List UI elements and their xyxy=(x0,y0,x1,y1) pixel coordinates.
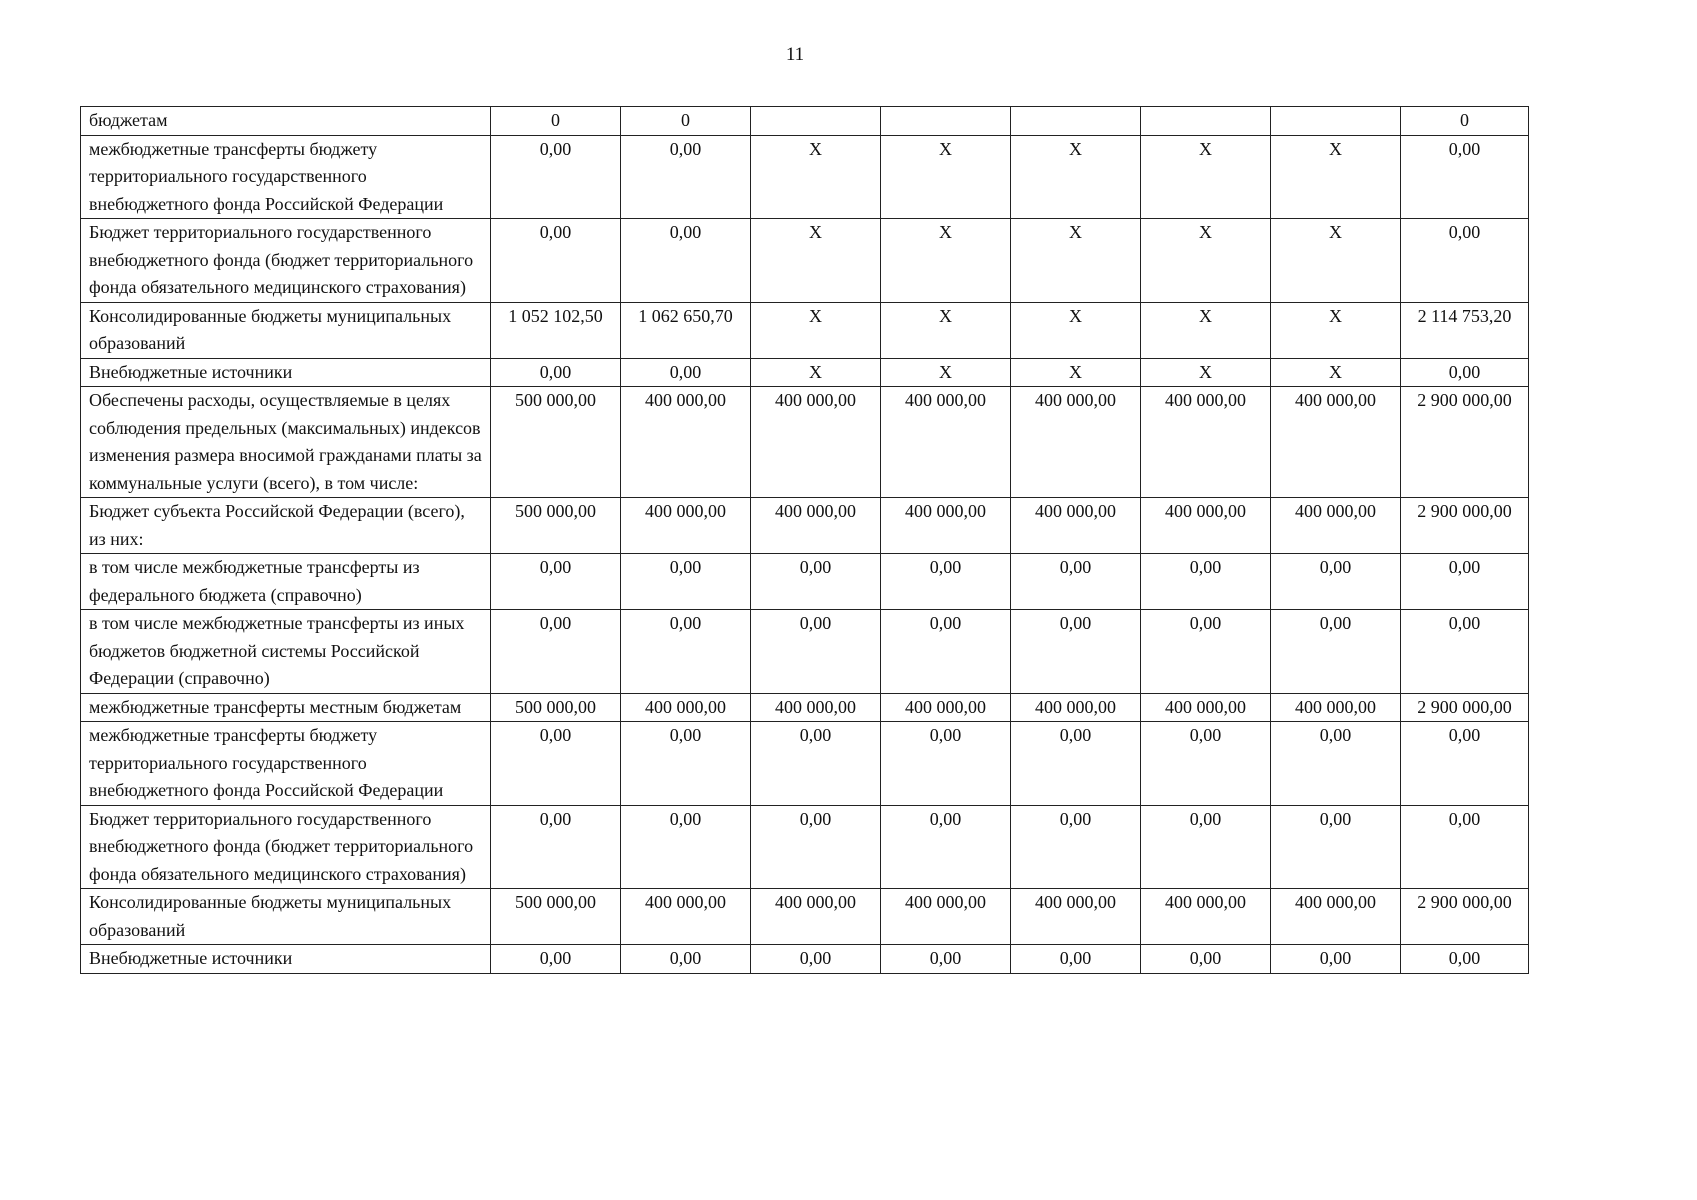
value-cell: 400 000,00 xyxy=(1271,693,1401,722)
value-cell: 0,00 xyxy=(751,554,881,610)
row-label: Консолидированные бюджеты муниципальных образований xyxy=(81,889,491,945)
value-cell: X xyxy=(1011,302,1141,358)
value-cell: X xyxy=(1271,358,1401,387)
value-cell: X xyxy=(1271,219,1401,303)
value-cell xyxy=(1141,107,1271,136)
value-cell: 400 000,00 xyxy=(1271,889,1401,945)
value-cell xyxy=(751,107,881,136)
value-cell xyxy=(1011,107,1141,136)
row-label: в том числе межбюджетные трансферты из иных бюджетов бюджетной системы Российской Федерации (справочно) xyxy=(81,610,491,694)
table-row xyxy=(81,358,1529,387)
value-cell: 0,00 xyxy=(1271,554,1401,610)
total-cell: 0,00 xyxy=(1401,805,1529,889)
total-cell: 0,00 xyxy=(1401,945,1529,974)
total-cell: 0,00 xyxy=(1401,358,1529,387)
value-cell: X xyxy=(1011,358,1141,387)
value-cell: 400 000,00 xyxy=(751,498,881,554)
value-cell: X xyxy=(1011,135,1141,219)
table-row xyxy=(81,135,1529,219)
value-cell: 400 000,00 xyxy=(621,693,751,722)
value-cell: 400 000,00 xyxy=(1141,387,1271,498)
value-cell: 400 000,00 xyxy=(621,889,751,945)
total-cell: 2 900 000,00 xyxy=(1401,387,1529,498)
total-cell: 0,00 xyxy=(1401,219,1529,303)
table-row xyxy=(81,107,1529,136)
value-cell: 0,00 xyxy=(621,554,751,610)
value-cell: 0,00 xyxy=(1011,945,1141,974)
row-label: Бюджет территориального государственного внебюджетного фонда (бюджет территориального фонда обязательного медицинского страхования) xyxy=(81,805,491,889)
value-cell: 400 000,00 xyxy=(881,693,1011,722)
value-cell: 0,00 xyxy=(751,805,881,889)
value-cell: 500 000,00 xyxy=(491,387,621,498)
value-cell: 0,00 xyxy=(1011,805,1141,889)
table-row xyxy=(81,498,1529,554)
value-cell: X xyxy=(881,135,1011,219)
total-cell: 0,00 xyxy=(1401,135,1529,219)
value-cell: 0,00 xyxy=(1271,945,1401,974)
value-cell: 0,00 xyxy=(1141,554,1271,610)
budget-table xyxy=(80,106,1529,974)
value-cell: X xyxy=(1011,219,1141,303)
value-cell: 0,00 xyxy=(1141,610,1271,694)
value-cell: 400 000,00 xyxy=(621,498,751,554)
value-cell: 1 062 650,70 xyxy=(621,302,751,358)
value-cell: 0,00 xyxy=(491,945,621,974)
value-cell: 400 000,00 xyxy=(751,387,881,498)
row-label: Внебюджетные источники xyxy=(81,358,491,387)
value-cell: X xyxy=(881,358,1011,387)
value-cell: 0,00 xyxy=(621,722,751,806)
value-cell: 500 000,00 xyxy=(491,498,621,554)
value-cell: X xyxy=(751,135,881,219)
value-cell: 0,00 xyxy=(621,805,751,889)
row-label: бюджетам xyxy=(81,107,491,136)
table-row xyxy=(81,805,1529,889)
value-cell: 0,00 xyxy=(1141,945,1271,974)
row-label: Бюджет территориального государственного внебюджетного фонда (бюджет территориального фонда обязательного медицинского страхования) xyxy=(81,219,491,303)
value-cell: 0,00 xyxy=(751,945,881,974)
row-label: Обеспечены расходы, осуществляемые в целях соблюдения предельных (максимальных) индексов изменения размера вносимой гражданами платы за коммунальные услуги (всего), в том числе: xyxy=(81,387,491,498)
row-label: Бюджет субъекта Российской Федерации (всего), из них: xyxy=(81,498,491,554)
value-cell: 0,00 xyxy=(881,945,1011,974)
value-cell: 0,00 xyxy=(621,135,751,219)
value-cell: 0 xyxy=(491,107,621,136)
table-row xyxy=(81,889,1529,945)
value-cell: 0,00 xyxy=(621,358,751,387)
value-cell: 400 000,00 xyxy=(751,889,881,945)
table-row xyxy=(81,302,1529,358)
total-cell: 2 114 753,20 xyxy=(1401,302,1529,358)
value-cell: 0,00 xyxy=(491,554,621,610)
table-row xyxy=(81,722,1529,806)
table-body xyxy=(81,107,1529,974)
value-cell: 0,00 xyxy=(881,610,1011,694)
value-cell: 0,00 xyxy=(491,805,621,889)
row-label: Внебюджетные источники xyxy=(81,945,491,974)
value-cell: 0,00 xyxy=(491,722,621,806)
value-cell: 0,00 xyxy=(621,945,751,974)
value-cell: 0,00 xyxy=(1141,722,1271,806)
value-cell: X xyxy=(881,302,1011,358)
value-cell: 400 000,00 xyxy=(1271,498,1401,554)
row-label: Консолидированные бюджеты муниципальных образований xyxy=(81,302,491,358)
table-row xyxy=(81,693,1529,722)
value-cell: 0,00 xyxy=(881,554,1011,610)
table-row xyxy=(81,219,1529,303)
value-cell: 0,00 xyxy=(751,610,881,694)
total-cell: 2 900 000,00 xyxy=(1401,498,1529,554)
value-cell: 400 000,00 xyxy=(881,498,1011,554)
value-cell: 0 xyxy=(621,107,751,136)
value-cell: 0,00 xyxy=(881,805,1011,889)
value-cell: 400 000,00 xyxy=(1011,387,1141,498)
value-cell: 400 000,00 xyxy=(1141,693,1271,722)
value-cell: 0,00 xyxy=(491,610,621,694)
value-cell: 400 000,00 xyxy=(1011,693,1141,722)
table-row xyxy=(81,387,1529,498)
value-cell: 500 000,00 xyxy=(491,889,621,945)
value-cell: 0,00 xyxy=(621,219,751,303)
row-label: в том числе межбюджетные трансферты из федерального бюджета (справочно) xyxy=(81,554,491,610)
value-cell: 400 000,00 xyxy=(751,693,881,722)
row-label: межбюджетные трансферты бюджету территориального государственного внебюджетного фонда Российской Федерации xyxy=(81,722,491,806)
value-cell: X xyxy=(1271,302,1401,358)
table-row xyxy=(81,945,1529,974)
value-cell: 400 000,00 xyxy=(621,387,751,498)
value-cell: 400 000,00 xyxy=(1011,889,1141,945)
total-cell: 2 900 000,00 xyxy=(1401,889,1529,945)
value-cell: 400 000,00 xyxy=(1141,498,1271,554)
value-cell: 400 000,00 xyxy=(881,387,1011,498)
value-cell: 400 000,00 xyxy=(1271,387,1401,498)
total-cell: 0,00 xyxy=(1401,722,1529,806)
value-cell: 0,00 xyxy=(881,722,1011,806)
total-cell: 0,00 xyxy=(1401,610,1529,694)
value-cell: 0,00 xyxy=(621,610,751,694)
value-cell: 0,00 xyxy=(491,219,621,303)
value-cell: X xyxy=(1141,302,1271,358)
page-number: 11 xyxy=(785,44,805,65)
value-cell: 500 000,00 xyxy=(491,693,621,722)
value-cell: 0,00 xyxy=(751,722,881,806)
value-cell: X xyxy=(881,219,1011,303)
value-cell xyxy=(1271,107,1401,136)
value-cell: 0,00 xyxy=(1141,805,1271,889)
row-label: межбюджетные трансферты бюджету территориального государственного внебюджетного фонда Российской Федерации xyxy=(81,135,491,219)
value-cell: X xyxy=(751,219,881,303)
value-cell: 0,00 xyxy=(1271,722,1401,806)
value-cell: X xyxy=(1271,135,1401,219)
total-cell: 0,00 xyxy=(1401,554,1529,610)
value-cell: X xyxy=(1141,358,1271,387)
row-label: межбюджетные трансферты местным бюджетам xyxy=(81,693,491,722)
value-cell: X xyxy=(751,358,881,387)
value-cell: 0,00 xyxy=(491,358,621,387)
value-cell: X xyxy=(1141,135,1271,219)
table-row xyxy=(81,554,1529,610)
value-cell: 0,00 xyxy=(491,135,621,219)
value-cell: 0,00 xyxy=(1271,610,1401,694)
table-row xyxy=(81,610,1529,694)
value-cell: 0,00 xyxy=(1271,805,1401,889)
total-cell: 2 900 000,00 xyxy=(1401,693,1529,722)
value-cell: 0,00 xyxy=(1011,722,1141,806)
value-cell: 400 000,00 xyxy=(1141,889,1271,945)
value-cell xyxy=(881,107,1011,136)
value-cell: 1 052 102,50 xyxy=(491,302,621,358)
value-cell: 400 000,00 xyxy=(881,889,1011,945)
value-cell: 0,00 xyxy=(1011,554,1141,610)
value-cell: 400 000,00 xyxy=(1011,498,1141,554)
total-cell: 0 xyxy=(1401,107,1529,136)
value-cell: X xyxy=(1141,219,1271,303)
value-cell: 0,00 xyxy=(1011,610,1141,694)
value-cell: X xyxy=(751,302,881,358)
